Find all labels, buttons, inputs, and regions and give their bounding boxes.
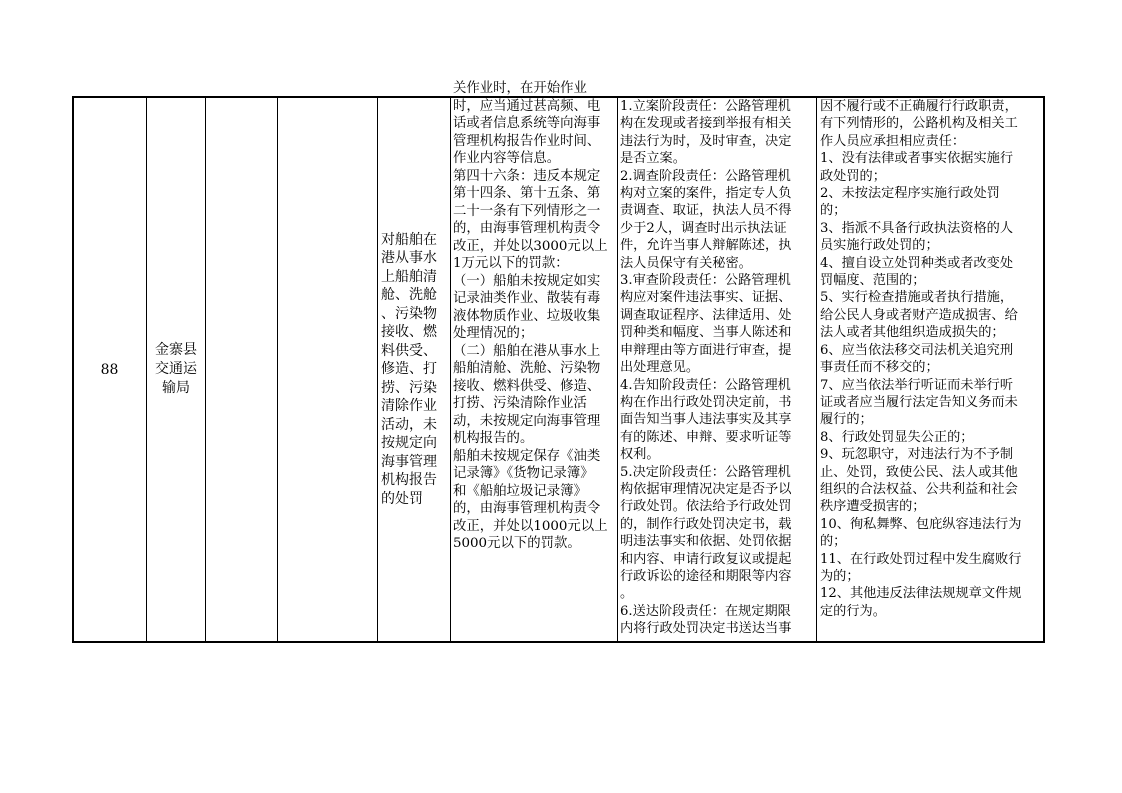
accountability-text: 因不履行或不正确履行行政职责， 有下列情形的，公路机构及相关工 作人员应承担相应责任： 1、没有法律或者事实依据实施行 政处罚的； 2、未按法定程序实施行政处罚 的； 3、指派不具备行政执法资格的人 员实施行政处罚的； 4、擅自设立处罚种类或者改变处 罚幅度、范围的； 5、实行检查措施或者执行措施， 给公民人身或者财产造成损害、给 法人或者其他组织造成损失的； 6、应当依法移交司法机关追究刑 事责任而不移交的； 7、应当依法举行听证而未举行听 证或者应当履行法定告知义务而未 履行的； 8、行政处罚显失公正的； 9、玩忽职守，对违法行为不予制 止、处罚，致使公民、法人或其他 组织的合法权益、公共利益和社会 秩序遭受损害的； 10、徇私舞弊、包庇纵容违法行为 的； 11、在行政处罚过程中发生腐败行 为的； 12、其他违反法律法规规章文件规 定的行为。: [820, 99, 1022, 619]
legal-basis-text: 关作业时，在开始作业 时，应当通过甚高频、电 话或者信息系统等向海事 管理机构报告作业时间、 作业内容等信息。 第四十六条：违反本规定 第十四条、第十五条、第 二十一条有下列情形之一 的，由海事管理机构责令 改正，并处以3000元以上 1万元以下的罚款： （一）船舶未按规定如实 记录油类作业、散装有毒 液体物质作业、垃圾收集 处理情况的； （二）船舶在港从事水上 船舶清舱、洗舱、污染物 接收、燃料供受、修造、 打捞、污染清除作业活 动，未按规定向海事管理 机构报告的。 船舶未按规定保存《油类 记录簿》《货物记录簿》 和《船舶垃圾记录簿》 的，由海事管理机构责令 改正，并处以1000元以上 5000元以下的罚款。: [453, 81, 608, 551]
row-number: 88: [100, 361, 119, 378]
item-name-cell: [378, 97, 450, 642]
legal-basis-cell: [451, 81, 617, 642]
department-name: 金寨县 交通运 输局: [155, 342, 197, 396]
department-cell: [147, 97, 205, 642]
responsibility-cell: [618, 97, 816, 642]
responsibility-text: 1.立案阶段责任：公路管理机 构在发现或者接到举报有相关 违法行为时，及时审查，决定 是否立案。 2.调查阶段责任：公路管理机 构对立案的案件，指定专人负 责调查、取证，执法人员不得 少于2人，调查时出示执法证 件，允许当事人辩解陈述，执 法人员保守有关秘密。 3.审查阶段责任：公路管理机 构应对案件违法事实、证据、 调查取证程序、法律适用、处 罚种类和幅度、当事人陈述和 申辩理由等方面进行审查，提 出处理意见。 4.告知阶段责任：公路管理机 构在作出行政处罚决定前，书 面告知当事人违法事实及其享 有的陈述、申辩、要求听证等 权利。 5.决定阶段责任：公路管理机 构依据审理情况决定是否予以 行政处罚。依法给予行政处罚 的，制作行政处罚决定书，载 明违法事实和依据、处罚依据 和内容、申请行政复议或提起 行政诉讼的途径和期限等内容 。 6.送达阶段责任：在规定期限 内将行政处罚决定书送达当事: [620, 99, 792, 637]
item-name: 对船舶在 港从事水 上船舶清 舱、洗舱 、污染物 接收、燃 料供受、 修造、打 捞、污染 清除作业 活动，未 按规定向 海事管理 机构报告 的处罚: [381, 231, 437, 507]
accountability-cell: [817, 97, 1044, 642]
row-number-cell: [73, 97, 146, 642]
